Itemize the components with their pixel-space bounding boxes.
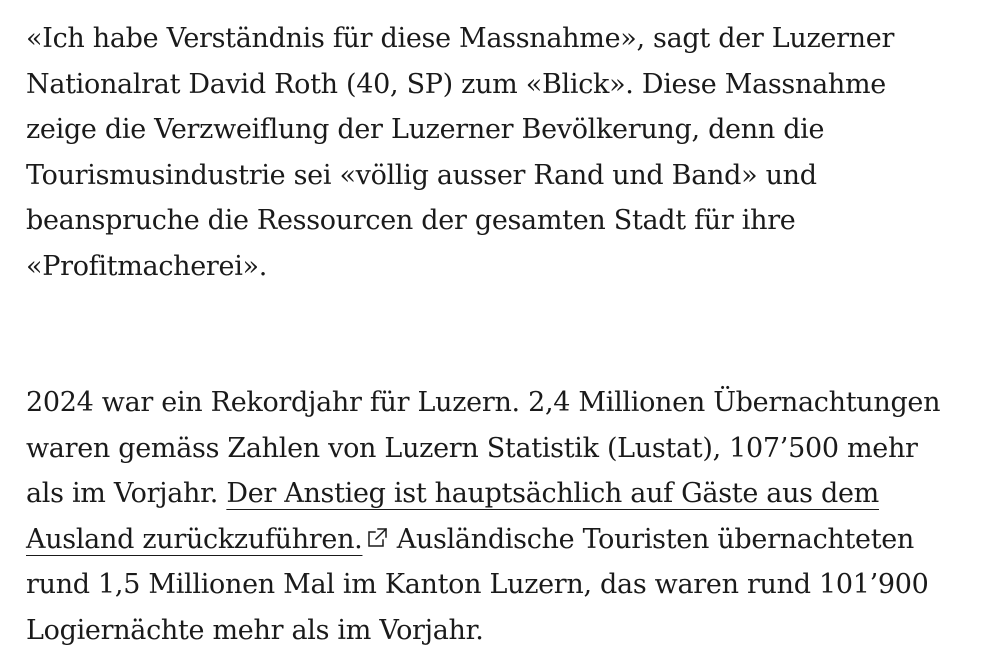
paragraph-2-text-before-link: 2024 war ein Rekordjahr für Luzern. 2,4 Millionen Übernachtungen waren gemäss Zahlen von Luzern Statistik (Lustat), 107’500 mehr als im Vorjahr. <box>26 387 941 509</box>
auslandsgaeste-link-text[interactable]: Der Anstieg ist hauptsächlich auf Gäste aus dem Ausland zurückzuführen. <box>26 478 879 555</box>
paragraph-rekordjahr <box>26 380 960 653</box>
paragraph-2-text-after-link: Ausländische Touristen übernachteten rund 1,5 Millionen Mal im Kanton Luzern, das waren rund 101’900 Logiernächte mehr als im Vorjahr. <box>26 523 929 646</box>
paragraph-1-text: «Ich habe Verständnis für diese Massnahme», sagt der Luzerner Nationalrat David Roth (40, SP) zum «Blick». Diese Massnahme zeige die Verzweiflung der Luzerner Bevölkerung, denn die Tourismusindustrie sei «völlig ausser Rand und Band» und beanspruche die Ressourcen der gesamten Stadt für ihre «Profitmacherei». <box>26 23 895 282</box>
external-link-icon[interactable] <box>366 527 388 549</box>
paragraph-quote-roth <box>26 16 960 289</box>
